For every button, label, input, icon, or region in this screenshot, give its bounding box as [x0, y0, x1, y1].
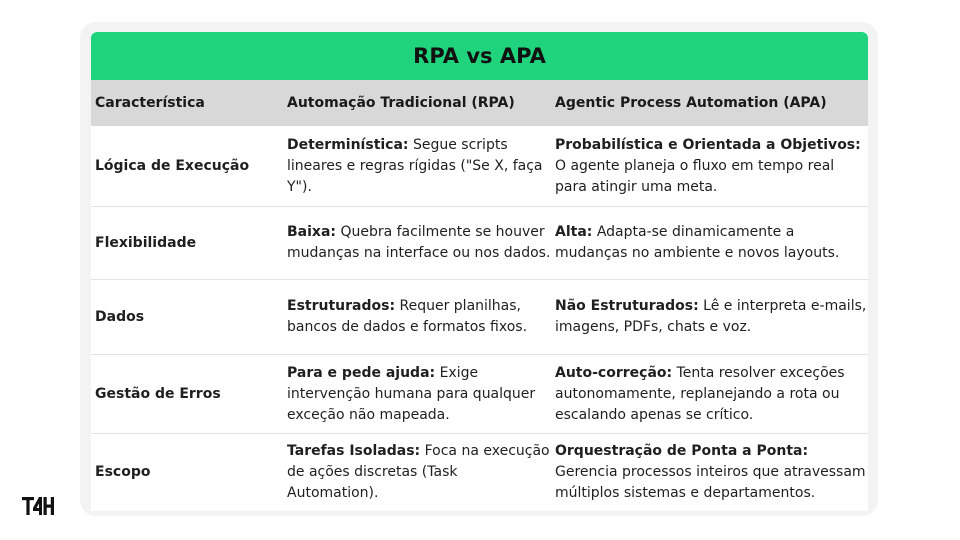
rpa-bold: Estruturados:	[287, 298, 396, 314]
row-rpa-cell	[287, 363, 551, 426]
row-apa-cell	[551, 296, 868, 338]
header-rpa: Automação Tradicional (RPA)	[287, 95, 515, 111]
table-row	[91, 280, 868, 355]
row-feature: Dados	[95, 308, 145, 325]
t4h-logo-icon	[22, 495, 54, 517]
row-feature: Lógica de Execução	[95, 157, 250, 174]
apa-text: O agente planeja o fluxo em tempo real para atingir uma meta.	[555, 157, 835, 195]
apa-bold: Auto-correção:	[555, 364, 673, 381]
table-title: RPA vs APA	[91, 32, 868, 80]
apa-text: Tenta resolver exceções autonomamente, replanejando a rota ou escalando apenas se crítico.	[555, 364, 845, 423]
row-apa-cell	[551, 363, 868, 426]
table-row	[91, 434, 868, 511]
rpa-bold: Para e pede ajuda:	[287, 364, 436, 381]
row-apa-cell	[551, 441, 868, 504]
row-feature: Flexibilidade	[95, 234, 197, 251]
row-feature: Escopo	[95, 464, 151, 480]
row-rpa-cell	[287, 222, 551, 264]
rpa-text: Segue scripts lineares e regras rígidas ("Se X, faça Y").	[287, 136, 543, 195]
row-apa-cell	[551, 222, 868, 264]
table-row	[91, 355, 868, 434]
rpa-text: Quebra facilmente se houver mudanças na interface ou nos dados.	[287, 224, 551, 261]
rpa-text: Foca na execução de ações discretas (Task Automation).	[287, 443, 550, 501]
apa-text: Lê e interpreta e-mails, imagens, PDFs, chats e voz.	[555, 298, 867, 335]
apa-bold: Probabilística e Orientada a Objetivos:	[555, 136, 861, 153]
apa-text: Adapta-se dinamicamente a mudanças no ambiente e novos layouts.	[555, 224, 840, 261]
row-rpa-cell	[287, 135, 551, 198]
table-header-row	[91, 80, 868, 126]
rpa-bold: Determinística:	[287, 136, 409, 153]
comparison-table	[91, 32, 868, 511]
row-feature: Gestão de Erros	[95, 385, 221, 402]
row-rpa-cell	[287, 441, 551, 504]
row-rpa-cell	[287, 296, 551, 338]
apa-bold: Alta:	[555, 224, 593, 240]
row-apa-cell	[551, 135, 868, 198]
header-apa: Agentic Process Automation (APA)	[555, 95, 827, 111]
table-row	[91, 207, 868, 280]
rpa-text: Exige intervenção humana para qualquer exceção não mapeada.	[287, 364, 536, 423]
apa-bold: Orquestração de Ponta a Ponta:	[555, 443, 809, 459]
apa-bold: Não Estruturados:	[555, 298, 699, 314]
rpa-bold: Baixa:	[287, 224, 336, 240]
table-row	[91, 126, 868, 207]
rpa-text: Requer planilhas, bancos de dados e formatos fixos.	[287, 298, 528, 335]
apa-text: Gerencia processos inteiros que atravessam múltiplos sistemas e departamentos.	[555, 464, 866, 501]
rpa-bold: Tarefas Isoladas:	[287, 443, 421, 459]
header-caracteristica: Característica	[95, 95, 205, 111]
